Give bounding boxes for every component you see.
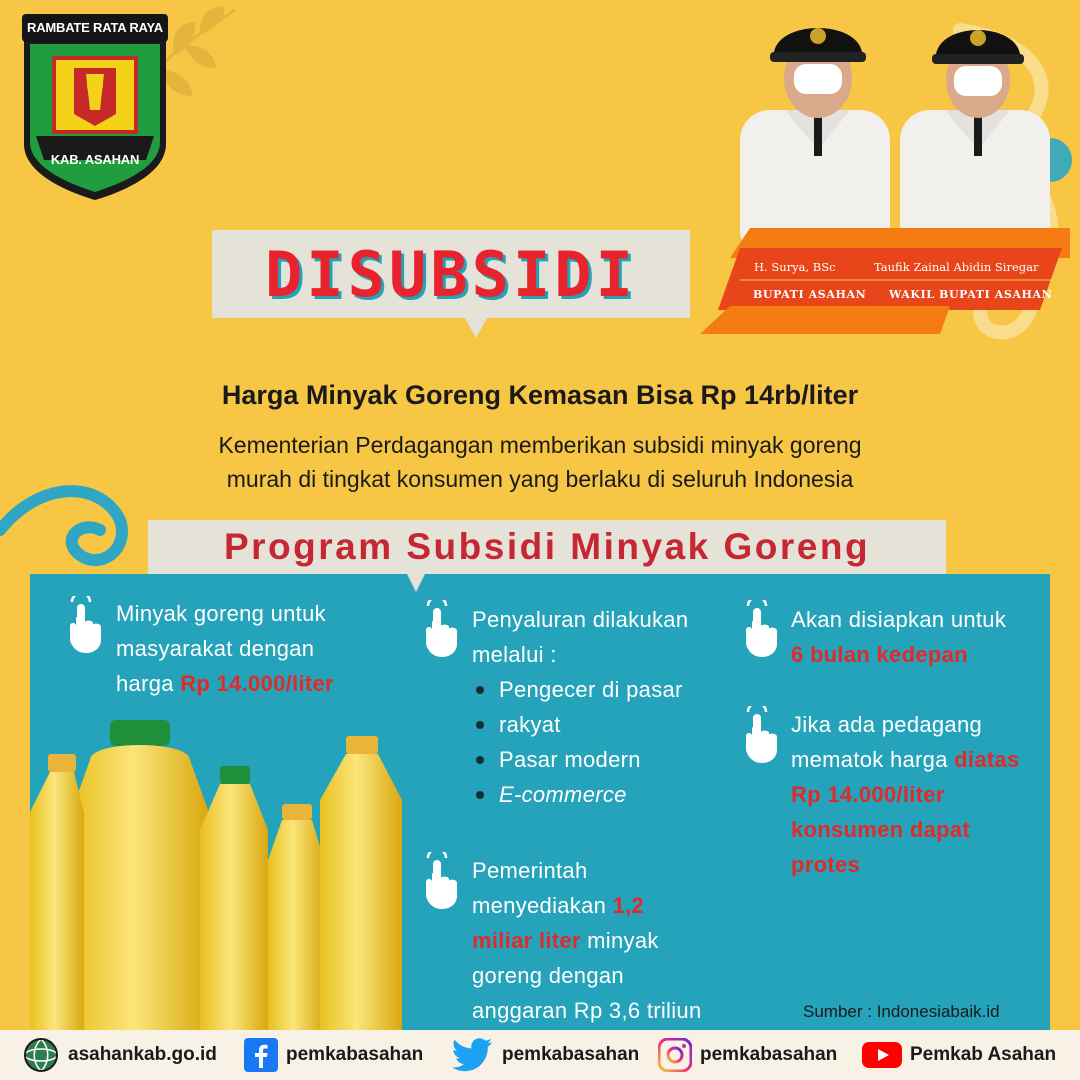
complaint-highlight: protes [791,852,861,877]
hand-pointer-icon [64,596,104,654]
info-allocation [472,853,702,1028]
price-highlight: Rp 14.000/liter [180,671,334,696]
youtube-label: Pemkab Asahan [910,1044,1057,1065]
info-line: anggaran Rp 3,6 triliun [472,998,702,1023]
info-line: Akan disiapkan untuk [791,607,1007,632]
source-credit: Sumber : Indonesiabaik.id [803,1002,1000,1021]
facebook-icon [244,1038,278,1072]
globe-icon [22,1036,60,1074]
program-title-box [148,520,946,574]
list-item: rakyat [472,707,688,742]
hand-pointer-icon [740,706,780,764]
info-distribution [472,602,688,812]
official-title-2: WAKIL BUPATI ASAHAN [889,288,1053,301]
twitter-icon [452,1037,494,1073]
youtube-icon [862,1040,902,1070]
info-line: Jika ada pedagang [791,712,983,737]
info-line [791,742,1020,777]
footer-instagram[interactable] [658,1030,837,1080]
footer-youtube[interactable] [862,1030,1056,1080]
info-line [116,666,334,701]
subtext [150,428,930,496]
info-line: Pemerintah [472,858,588,883]
facebook-label: pemkabasahan [286,1044,424,1065]
list-item: Pasar modern [472,742,688,777]
info-text: menyediakan [472,893,613,918]
footer-facebook[interactable] [244,1030,423,1080]
info-text: harga [116,671,181,696]
complaint-highlight: diatas [954,747,1020,772]
headline: Harga Minyak Goreng Kemasan Bisa Rp 14rb/liter [221,380,859,410]
hand-pointer-icon [740,600,780,658]
footer-website[interactable] [22,1030,217,1080]
official-title-1: BUPATI ASAHAN [753,288,867,301]
list-item: Pengecer di pasar [472,672,688,707]
program-title: Program Subsidi Minyak Goreng [223,526,871,567]
volume-highlight: miliar liter [472,928,581,953]
duration-highlight: 6 bulan kedepan [791,642,968,667]
footer [0,1030,1080,1080]
info-line [472,923,702,958]
official-name-1: H. Surya, BSc [754,260,836,274]
info-line: Penyaluran dilakukan [472,607,689,632]
info-duration [791,602,1006,672]
website-label: asahankab.go.id [68,1044,217,1065]
footer-twitter[interactable] [452,1030,639,1080]
kab-asahan-logo [22,14,168,200]
subtext-line: Kementerian Perdagangan memberikan subsidi minyak goreng [218,432,862,458]
logo-region-label: KAB. ASAHAN [50,152,140,167]
subtext-line: murah di tingkat konsumen yang berlaku di seluruh Indonesia [226,466,854,492]
info-line: melalui : [472,642,557,667]
callout-tail [464,316,488,338]
hand-pointer-icon [420,600,460,658]
list-item: E-commerce [472,777,688,812]
info-line: masyarakat dengan [116,636,315,661]
instagram-label: pemkabasahan [700,1044,838,1065]
info-line [472,888,702,923]
info-text: mematok harga [791,747,955,772]
cooking-oil-bottles [30,700,410,1030]
official-name-2: Taufik Zainal Abidin Siregar [874,260,1039,274]
info-price [116,596,334,701]
name-banner [700,228,1070,338]
complaint-highlight: konsumen dapat [791,817,971,842]
complaint-highlight: Rp 14.000/liter [791,782,945,807]
logo-motto: RAMBATE RATA RAYA [22,14,168,42]
disubsidi-callout [212,230,690,318]
instagram-icon [658,1038,692,1072]
volume-highlight: 1,2 [612,893,645,918]
info-line: goreng dengan [472,963,624,988]
disubsidi-title: DISUBSIDI [265,237,637,311]
distribution-list [472,672,688,812]
twitter-label: pemkabasahan [502,1044,640,1065]
info-text: minyak [580,928,659,953]
info-line: Minyak goreng untuk [116,601,326,626]
hand-pointer-icon [420,852,460,910]
info-complaint [791,707,1020,882]
program-callout-tail [406,572,426,592]
